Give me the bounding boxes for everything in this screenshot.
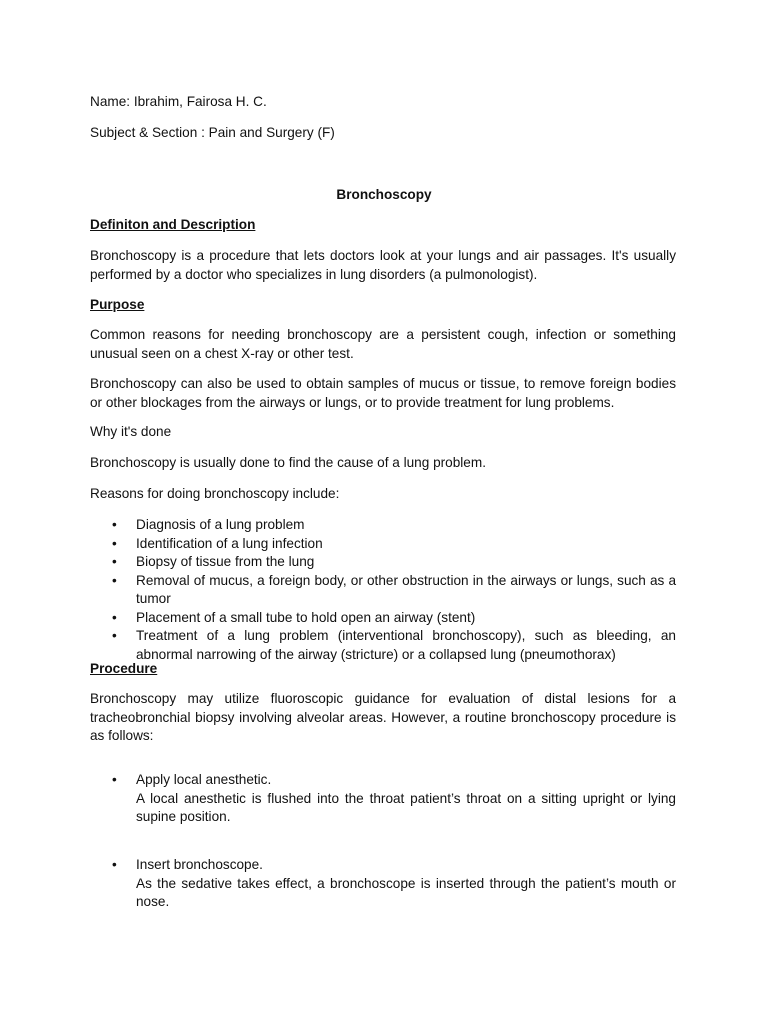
list-item: • Treatment of a lung problem (interventional bronchoscopy), such as bleeding, an abnormal narrowing of the airway (stricture) or a collapsed lung (pneumothorax) [112, 628, 676, 662]
purpose-heading: Purpose [90, 297, 145, 312]
bullet-icon: • [112, 628, 117, 643]
procedure-heading: Procedure [90, 661, 158, 676]
document-title: Bronchoscopy [336, 187, 432, 202]
bullet-icon: • [112, 772, 117, 787]
procedure-steps-list [90, 771, 676, 827]
procedure-intro: Bronchoscopy may utilize fluoroscopic guidance for evaluation of distal lesions for a tracheobronchial biopsy involving alveolar areas. However, a routine bronchoscopy procedure is as follows: [90, 691, 676, 743]
reasons-intro: Reasons for doing bronchoscopy include: [90, 486, 340, 501]
bullet-icon: • [112, 857, 117, 872]
bullet-icon: • [112, 535, 117, 551]
procedure-step [90, 856, 676, 912]
reasons-list [90, 516, 676, 664]
definition-paragraph: Bronchoscopy is a procedure that lets doctors look at your lungs and air passages. It's usually performed by a doctor who specializes in lung disorders (a pulmonologist). [90, 248, 676, 282]
student-name-line: Name: Ibrahim, Fairosa H. C. [90, 94, 267, 109]
step-detail: A local anesthetic is flushed into the throat patient’s throat on a sitting upright or lying supine position. [136, 790, 676, 824]
list-item: • Placement of a small tube to hold open an airway (stent) [90, 609, 676, 628]
list-item: • Biopsy of tissue from the lung [90, 553, 676, 572]
step-title: Insert bronchoscope. [136, 857, 263, 872]
bullet-icon: • [112, 572, 117, 588]
purpose-paragraph-2: Bronchoscopy can also be used to obtain samples of mucus or tissue, to remove foreign bodies or other blockages from the airways or lungs, or to provide treatment for lung problems. [90, 376, 676, 410]
list-item: • Identification of a lung infection [90, 535, 676, 554]
subject-section-line: Subject & Section : Pain and Surgery (F) [90, 125, 335, 140]
bullet-icon: • [112, 554, 117, 569]
procedure-step [90, 771, 676, 827]
definition-heading: Definiton and Description [90, 217, 256, 232]
list-item: • Removal of mucus, a foreign body, or other obstruction in the airways or lungs, such as a tumor [112, 572, 676, 606]
why-its-done-text: Bronchoscopy is usually done to find the cause of a lung problem. [90, 455, 486, 470]
why-its-done-label: Why it's done [90, 424, 172, 439]
step-detail: As the sedative takes effect, a bronchoscope is inserted through the patient’s mouth or nose. [136, 875, 676, 909]
bullet-icon: • [112, 609, 117, 625]
procedure-steps-list-2 [90, 856, 676, 912]
bullet-icon: • [112, 517, 117, 532]
purpose-paragraph-1: Common reasons for needing bronchoscopy are a persistent cough, infection or something unusual seen on a chest X-ray or other test. [90, 327, 676, 361]
step-title: Apply local anesthetic. [136, 772, 272, 787]
list-item: • Diagnosis of a lung problem [90, 516, 676, 535]
